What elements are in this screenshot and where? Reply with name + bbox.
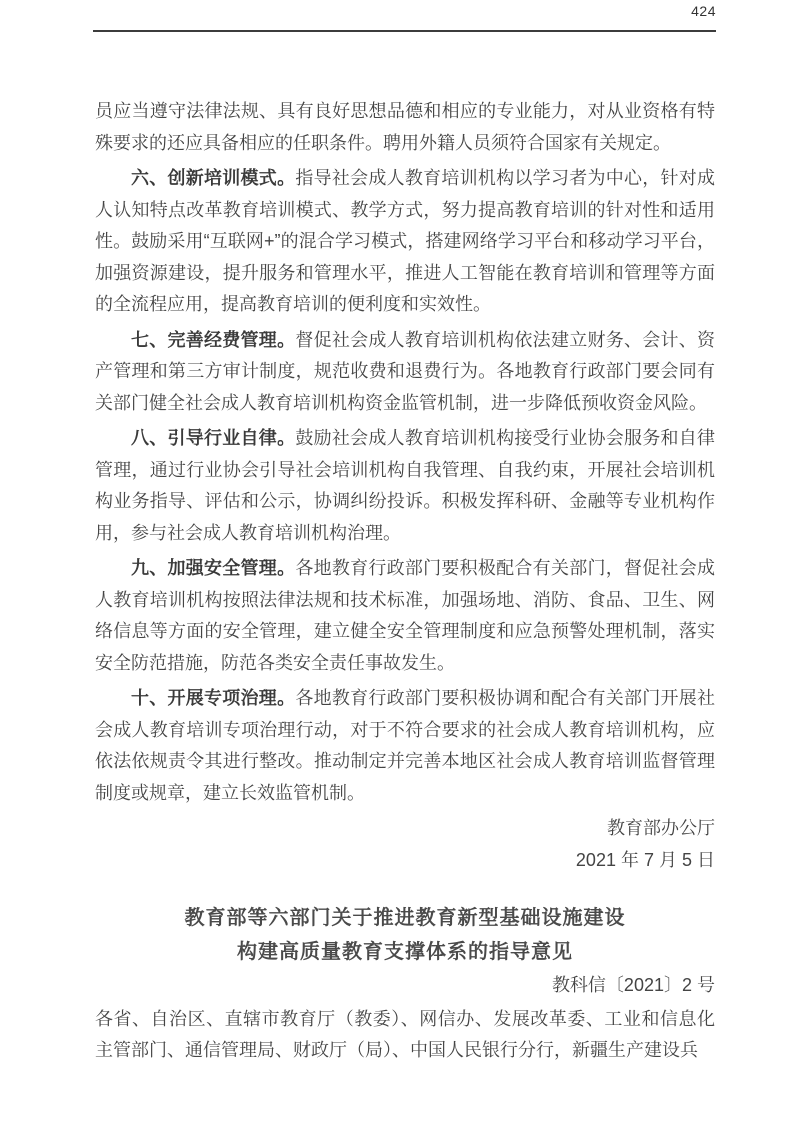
paragraph-heading: 六、创新培训模式。 — [131, 168, 296, 188]
header-rule — [93, 30, 716, 32]
paragraph-item-10 — [95, 683, 715, 809]
document-number: 教科信〔2021〕2 号 — [551, 975, 715, 995]
document-title-line-1: 教育部等六部门关于推进教育新型基础设施建设 — [184, 907, 626, 929]
document-body — [95, 96, 715, 1071]
paragraph-continuation — [95, 96, 715, 159]
paragraph-item-6 — [95, 163, 715, 321]
paragraph-item-8 — [95, 423, 715, 549]
paragraph-text: 督促社会成人教育培训机构依法建立财务、会计、资产管理和第三方审计制度，规范收费和退费行为。各地教育行政部门要会同有关部门健全社会成人教育培训机构资金监管机制，进一步降低预收资金风险。 — [95, 329, 716, 413]
paragraph-heading: 七、完善经费管理。 — [131, 329, 296, 350]
page-number: 424 — [691, 3, 716, 19]
paragraph-item-7 — [95, 325, 715, 420]
paragraph-addressees — [95, 1004, 715, 1067]
signature-date: 2021 年 7 月 5 日 — [575, 849, 715, 870]
paragraph-text: 指导社会成人教育培训机构以学习者为中心，针对成人认知特点改革教育培训模式、教学方式，努力提高教育培训的针对性和适用性。鼓励采用“互联网+”的混合学习模式，搭建网络学习平台和移动学习平台，加强资源建设，提升服务和管理水平，推进人工智能在教育培训和管理等方面的全流程应用，提高教育培训的便利度和实效性。 — [95, 168, 716, 314]
document-title-line-2: 构建高质量教育支撑体系的指导意见 — [237, 941, 573, 963]
paragraph-heading: 八、引导行业自律。 — [131, 428, 296, 448]
paragraph-heading: 十、开展专项治理。 — [131, 688, 296, 708]
paragraph-text: 各地教育行政部门要积极协调和配合有关部门开展社会成人教育培训专项治理行动，对于不符合要求的社会成人教育培训机构，应依法依规责令其进行整改。推动制定并完善本地区社会成人教育培训监督管理制度或规章，建立长效监管机制。 — [95, 688, 716, 803]
document-title — [95, 901, 715, 969]
paragraph-text: 员应当遵守法律法规、具有良好思想品德和相应的专业能力，对从业资格有特殊要求的还应具备相应的任职条件。聘用外籍人员须符合国家有关规定。 — [95, 101, 715, 153]
signature-block — [95, 813, 715, 876]
paragraph-heading: 九、加强安全管理。 — [131, 558, 296, 578]
paragraph-text: 各省、自治区、直辖市教育厅（教委）、网信办、发展改革委、工业和信息化主管部门、通信管理局、财政厅（局）、中国人民银行分行，新疆生产建设兵 — [95, 1008, 715, 1060]
paragraph-item-9 — [95, 553, 715, 679]
paragraph-text: 各地教育行政部门要积极配合有关部门，督促社会成人教育培训机构按照法律法规和技术标准，加强场地、消防、食品、卫生、网络信息等方面的安全管理，建立健全安全管理制度和应急预警处理机制，落实安全防范措施，防范各类安全责任事故发生。 — [95, 558, 716, 673]
signature-issuer: 教育部办公厅 — [607, 818, 715, 838]
paragraph-text: 鼓励社会成人教育培训机构接受行业协会服务和自律管理，通过行业协会引导社会培训机构自我管理、自我约束，开展社会培训机构业务指导、评估和公示，协调纠纷投诉。积极发挥科研、金融等专业机构作用，参与社会成人教育培训机构治理。 — [95, 428, 716, 543]
